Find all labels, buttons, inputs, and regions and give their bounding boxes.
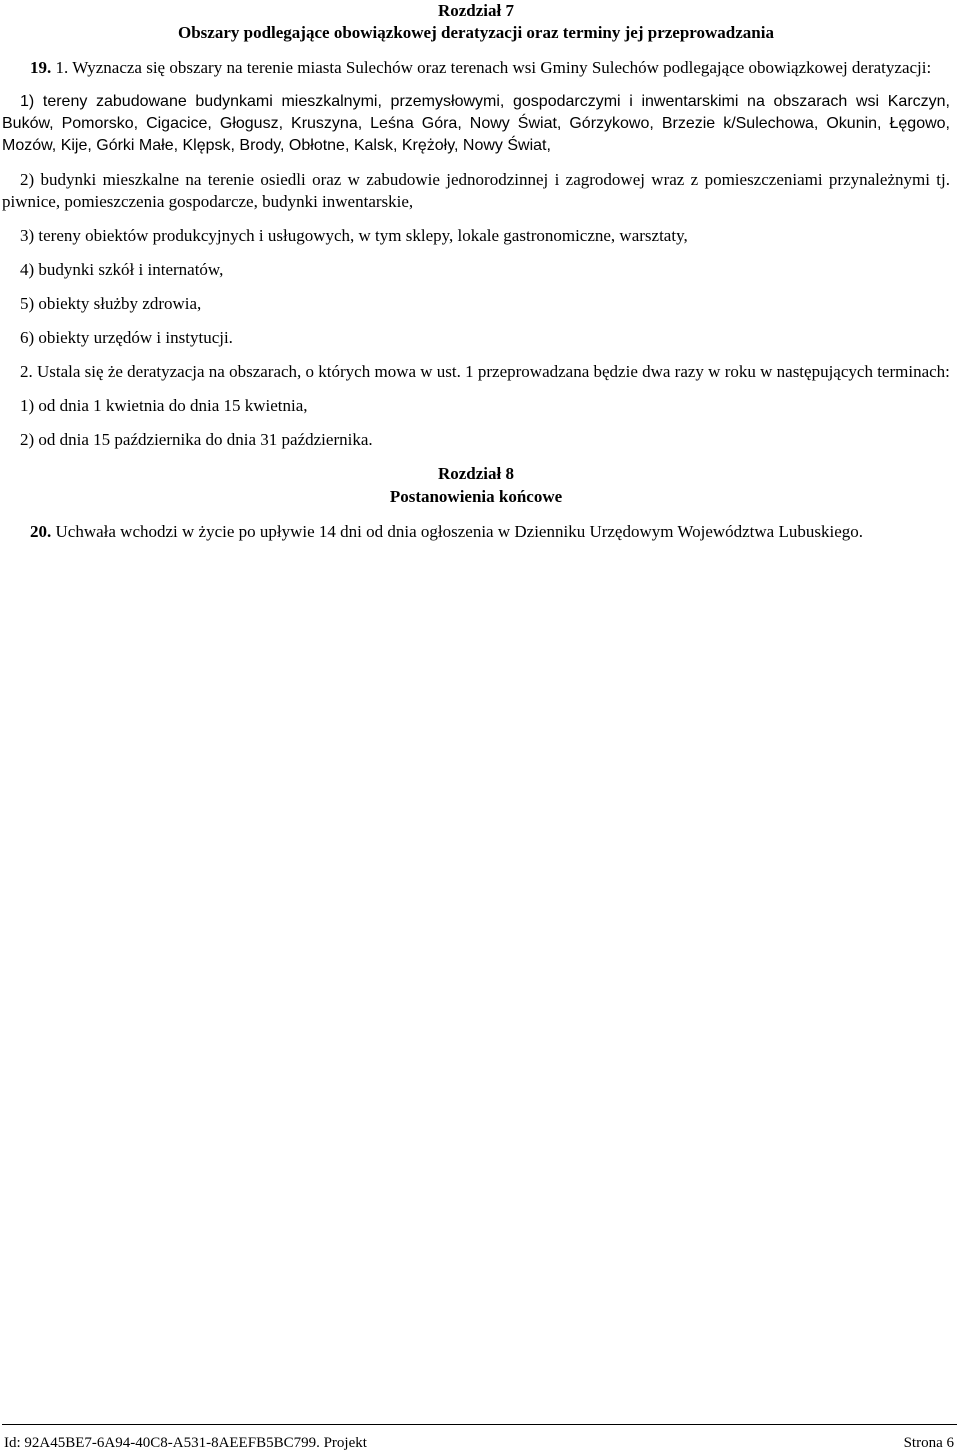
footer-divider [2,1424,957,1425]
area-list-item-5: 5) obiekty służby zdrowia, [20,294,202,313]
chapter-8-title: Rozdział 8 [437,464,515,483]
chapter-8-heading [2,463,950,509]
document-content [2,0,950,543]
chapter-7-title: Rozdział 7 [437,1,515,20]
area-list-item-4: 4) budynki szkół i internatów, [20,260,224,279]
chapter-7-heading [2,0,950,45]
section-19-intro-text: Wyznacza się obszary na terenie miasta Sulechów oraz terenach wsi Gminy Sulechów podlegające obowiązkowej deratyzacji: [72,58,932,77]
section-20-number: 20. [30,522,52,541]
section-19-number: 19. [30,58,52,77]
area-list-item-3: 3) tereny obiektów produkcyjnych i usługowych, w tym sklepy, lokale gastronomiczne, warsztaty, [20,226,688,245]
section-19-paragraph-2: 2. Ustala się że deratyzacja na obszarach, o których mowa w ust. 1 przeprowadzana będzie dwa razy w roku w następujących terminach: [20,362,950,381]
document-id: Id: 92A45BE7-6A94-40C8-A531-8AEEFB5BC799. Projekt [4,1435,367,1451]
chapter-7-subtitle: Obszary podlegające obowiązkowej deratyzacji oraz terminy jej przeprowadzania [178,23,774,42]
area-list-item-2: 2) budynki mieszkalne na terenie osiedli oraz w zabudowie jednorodzinnej i zagrodowej wraz z pomieszczeniami przynależnymi tj. piwnice, pomieszczenia gospodarcze, budynki inwentarskie, [2,170,950,211]
section-19-intro-prefix: 1. [55,58,69,77]
section-19-intro [2,57,950,79]
page-number: Strona 6 [903,1435,954,1451]
area-list-item-1: 1) tereny zabudowane budynkami mieszkalnymi, przemysłowymi, gospodarczymi i inwentarskimi na obszarach wsi Karczyn, Buków, Pomorsko, Cigacice, Głogusz, Kruszyna, Leśna Góra, Nowy Świat, Górzykowo, Brzezie k/Sulechowa, Okunin, Łęgowo, Mozów, Kije, Górki Małe, Klępsk, Brody, Obłotne, Kalsk, Krężoły, Nowy Świat, [2,93,950,154]
term-item-2: 2) od dnia 15 października do dnia 31 października. [20,430,373,449]
section-20-text: Uchwała wchodzi w życie po upływie 14 dni od dnia ogłoszenia w Dzienniku Urzędowym Województwa Lubuskiego. [55,522,863,541]
area-list-item-6: 6) obiekty urzędów i instytucji. [20,328,233,347]
section-20-paragraph [2,521,950,543]
term-item-1: 1) od dnia 1 kwietnia do dnia 15 kwietnia, [20,396,308,415]
chapter-8-subtitle: Postanowienia końcowe [389,487,563,506]
